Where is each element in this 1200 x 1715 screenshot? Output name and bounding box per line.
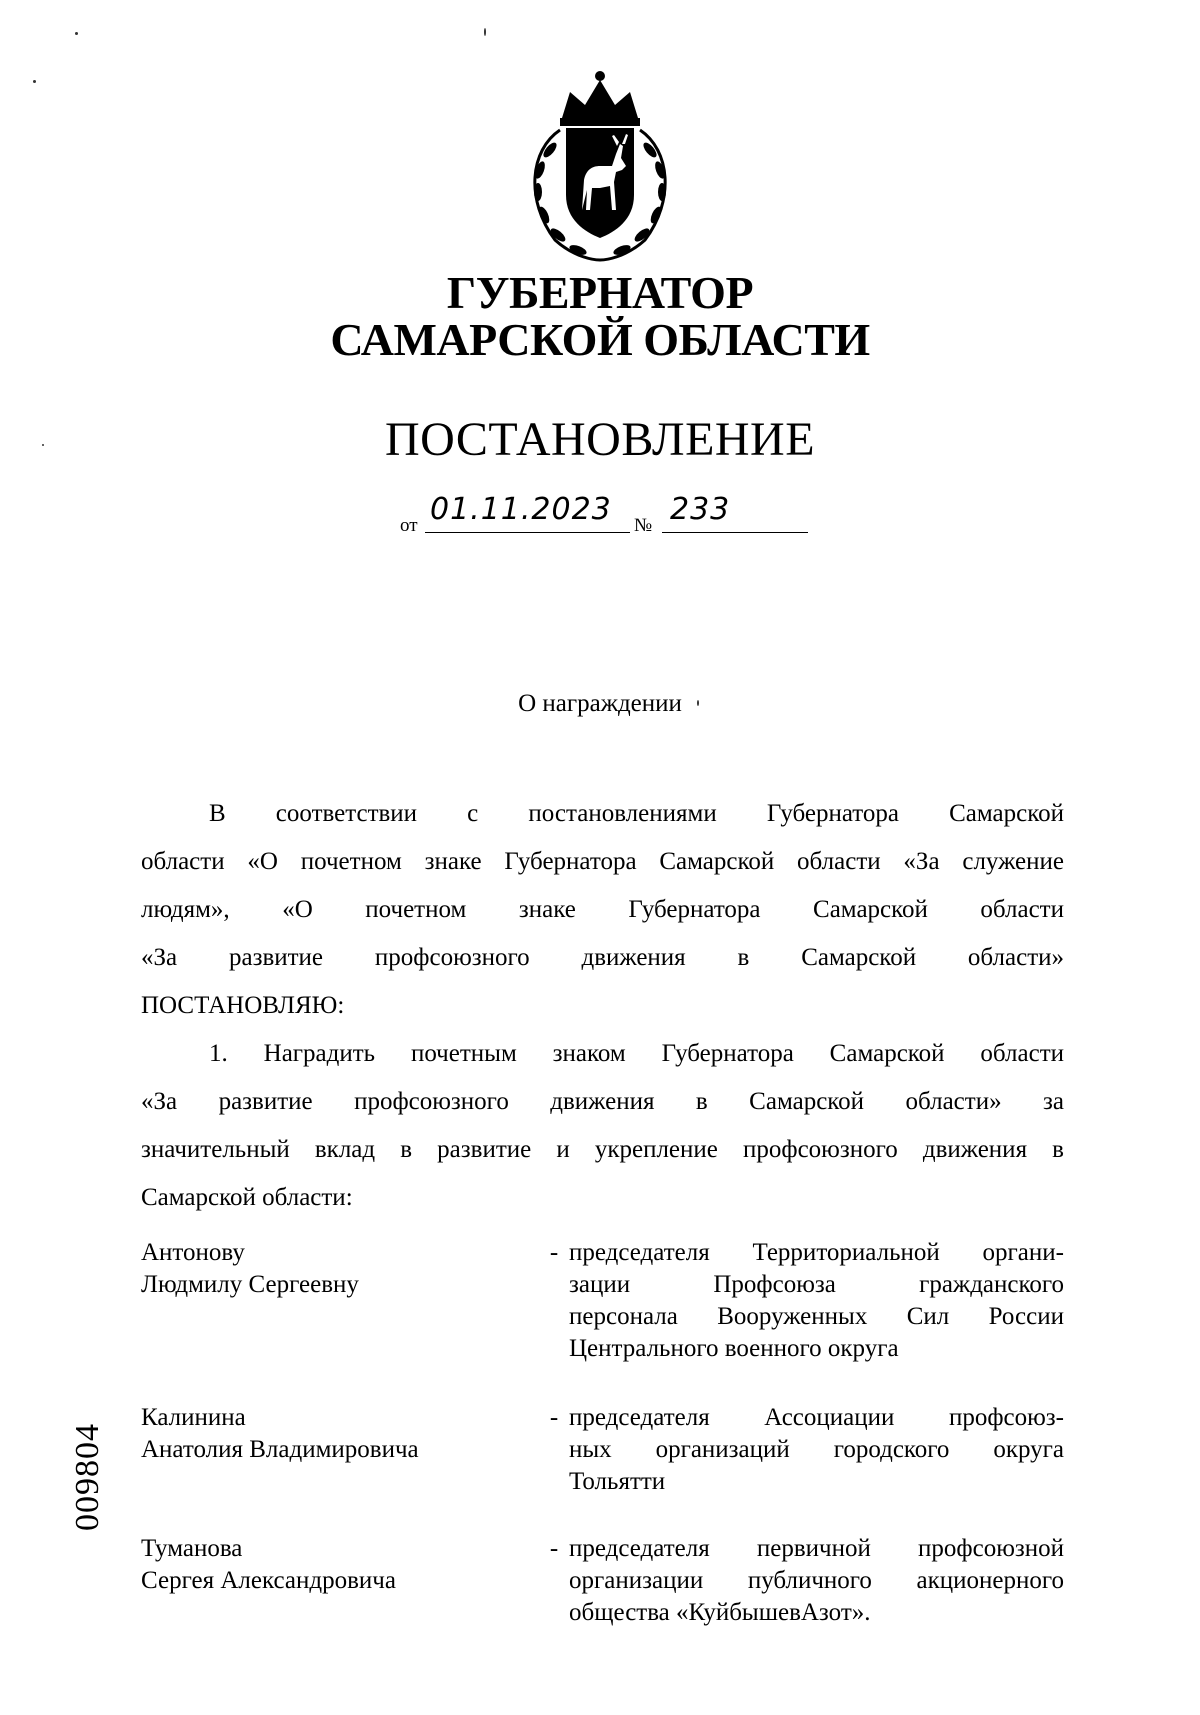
awardee-position: [569, 1237, 1064, 1365]
date-prefix: от: [400, 515, 418, 536]
awardee-entry: [141, 1237, 1064, 1367]
awardee-given-names: Людмилу Сергеевну: [141, 1271, 359, 1298]
position-line: зации Профсоюза гражданского: [569, 1271, 1064, 1298]
item-1: [141, 1030, 1064, 1222]
awardee-name: [141, 1533, 541, 1597]
decree-subject: О награждении: [518, 690, 682, 717]
position-line: председателя Ассоциации профсоюз-: [569, 1404, 1064, 1431]
awardee-surname: Калинина: [141, 1404, 246, 1431]
preamble-line: людям», «О почетном знаке Губернатора Самарской области: [141, 896, 1064, 923]
scan-speck: [484, 28, 486, 36]
date-underline: [425, 532, 630, 533]
item-line: значительный вклад в развитие и укрепление профсоюзного движения в: [141, 1136, 1064, 1163]
position-line: общества «КуйбышевАзот».: [569, 1599, 871, 1626]
position-line: организации публичного акционерного: [569, 1567, 1064, 1594]
handwritten-number: 233: [670, 492, 731, 527]
awardee-given-names: Анатолия Владимировича: [141, 1436, 419, 1463]
awardee-position: [569, 1402, 1064, 1498]
form-serial-number: 009804: [69, 1423, 106, 1531]
number-label: №: [634, 515, 653, 536]
document-type: ПОСТАНОВЛЕНИЕ: [384, 413, 816, 466]
preamble-line: области «О почетном знаке Губернатора Самарской области «За служение: [141, 848, 1064, 875]
authority-title-line1: ГУБЕРНАТОР: [446, 267, 754, 318]
dash: -: [549, 1535, 559, 1562]
scan-speck: [75, 32, 78, 35]
scan-speck: [697, 700, 699, 706]
dash: -: [549, 1404, 559, 1431]
awardee-name: [141, 1237, 541, 1301]
dash: -: [549, 1239, 559, 1266]
awardee-given-names: Сергея Александровича: [141, 1567, 396, 1594]
position-line: председателя Территориальной органи-: [569, 1239, 1064, 1266]
item-line: Самарской области:: [141, 1184, 353, 1211]
preamble: [141, 790, 1064, 1030]
awardee-surname: Туманова: [141, 1535, 243, 1562]
samara-coat-of-arms-icon: [500, 70, 700, 265]
position-line: Тольятти: [569, 1468, 666, 1495]
item-line: 1. Наградить почетным знаком Губернатора Самарской области: [209, 1040, 1064, 1067]
number-underline: [662, 532, 808, 533]
item-line: «За развитие профсоюзного движения в Самарской области» за: [141, 1088, 1064, 1115]
resolve-word: ПОСТАНОВЛЯЮ:: [141, 992, 345, 1019]
preamble-line: В соответствии с постановлениями Губернатора Самарской: [209, 800, 1064, 827]
preamble-line: «За развитие профсоюзного движения в Самарской области»: [141, 944, 1064, 971]
date-number-line: [400, 492, 810, 536]
authority-title-line2: САМАРСКОЙ ОБЛАСТИ: [330, 314, 870, 365]
awardee-entry: [141, 1533, 1064, 1633]
handwritten-date: 01.11.2023: [430, 492, 612, 527]
awardee-entry: [141, 1402, 1064, 1502]
scan-speck: [42, 444, 44, 446]
position-line: председателя первичной профсоюзной: [569, 1535, 1064, 1562]
awardee-position: [569, 1533, 1064, 1629]
scan-speck: [33, 80, 36, 83]
position-line: персонала Вооруженных Сил России: [569, 1303, 1064, 1330]
awardee-surname: Антонову: [141, 1239, 245, 1266]
position-line: ных организаций городского округа: [569, 1436, 1064, 1463]
position-line: Центрального военного округа: [569, 1335, 899, 1362]
awardee-name: [141, 1402, 541, 1466]
